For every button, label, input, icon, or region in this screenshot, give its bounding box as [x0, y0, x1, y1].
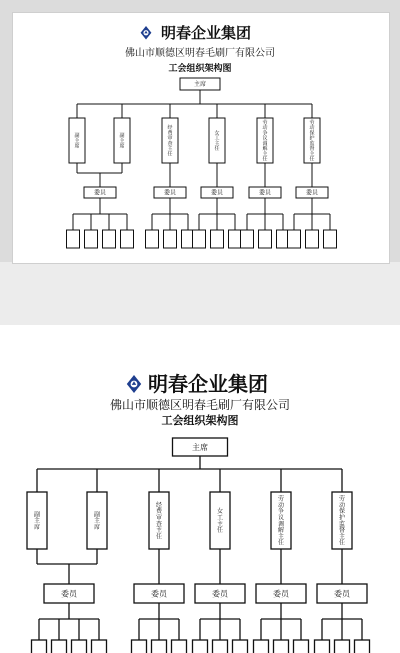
node-unit-label: 经费审查主任: [167, 125, 173, 158]
node-committee-label: 委员: [151, 589, 167, 599]
member-slot: [92, 640, 107, 653]
member-slot: [254, 640, 269, 653]
company-name: 明春企业集团: [148, 372, 268, 396]
chart-title: 工会组织架构图: [168, 64, 232, 74]
node-chairman-label: 主席: [193, 81, 207, 89]
node-unit-label: 女工主任: [214, 130, 220, 153]
node-unit-label: 劳动争议调解主任: [262, 119, 268, 163]
member-slot: [193, 640, 208, 653]
node-unit-label: 副主席: [74, 133, 80, 150]
member-slot: [229, 230, 242, 248]
member-slot: [274, 640, 289, 653]
member-slot: [259, 230, 272, 248]
node-unit-label: 劳动争议调解主任: [277, 495, 285, 547]
member-slot: [67, 230, 80, 248]
node-committee-label: 委员: [210, 189, 224, 197]
node-committee-label: 委员: [61, 589, 77, 599]
node-unit-label: 经费审查主任: [155, 501, 163, 541]
member-slot: [146, 230, 159, 248]
node-committee-label: 委员: [258, 189, 272, 197]
node-unit-label: 副主席: [119, 133, 125, 150]
member-slot: [211, 230, 224, 248]
member-slot: [132, 640, 147, 653]
member-slot: [164, 230, 177, 248]
member-slot: [288, 230, 301, 248]
node-unit-label: 女工主任: [216, 508, 224, 535]
org-chart-preview: [67, 24, 337, 248]
member-slot: [233, 640, 248, 653]
company-subtitle: 佛山市顺德区明春毛刷厂有限公司: [109, 398, 291, 412]
member-slot: [85, 230, 98, 248]
node-chairman-label: 主席: [192, 442, 208, 452]
node-committee-label: 委员: [163, 189, 177, 197]
company-name: 明春企业集团: [160, 24, 252, 42]
node-committee-label: 委员: [305, 189, 319, 197]
member-slot: [294, 640, 309, 653]
company-subtitle: 佛山市顺德区明春毛刷厂有限公司: [125, 48, 275, 59]
member-slot: [152, 640, 167, 653]
member-slot: [315, 640, 330, 653]
member-slot: [213, 640, 228, 653]
member-slot: [32, 640, 47, 653]
member-slot: [241, 230, 254, 248]
company-logo-icon: [141, 26, 152, 40]
member-slot: [324, 230, 337, 248]
member-slot: [103, 230, 116, 248]
member-slot: [193, 230, 206, 248]
chart-title: 工会组织架构图: [161, 414, 239, 427]
company-logo-icon: [127, 375, 141, 393]
node-committee-label: 委员: [93, 189, 107, 197]
member-slot: [52, 640, 67, 653]
member-slot: [335, 640, 350, 653]
node-unit-label: 副主席: [33, 511, 41, 531]
node-committee-label: 委员: [212, 589, 228, 599]
member-slot: [306, 230, 319, 248]
member-slot: [355, 640, 370, 653]
node-unit-label: 劳动保护监督主任: [338, 495, 346, 547]
node-unit-label: 副主席: [93, 511, 101, 531]
member-slot: [72, 640, 87, 653]
node-committee-label: 委员: [334, 589, 350, 599]
member-slot: [121, 230, 134, 248]
node-committee-label: 委员: [273, 589, 289, 599]
member-slot: [172, 640, 187, 653]
node-unit-label: 劳动保护监督主任: [309, 119, 315, 163]
org-chart-main: [27, 372, 370, 653]
